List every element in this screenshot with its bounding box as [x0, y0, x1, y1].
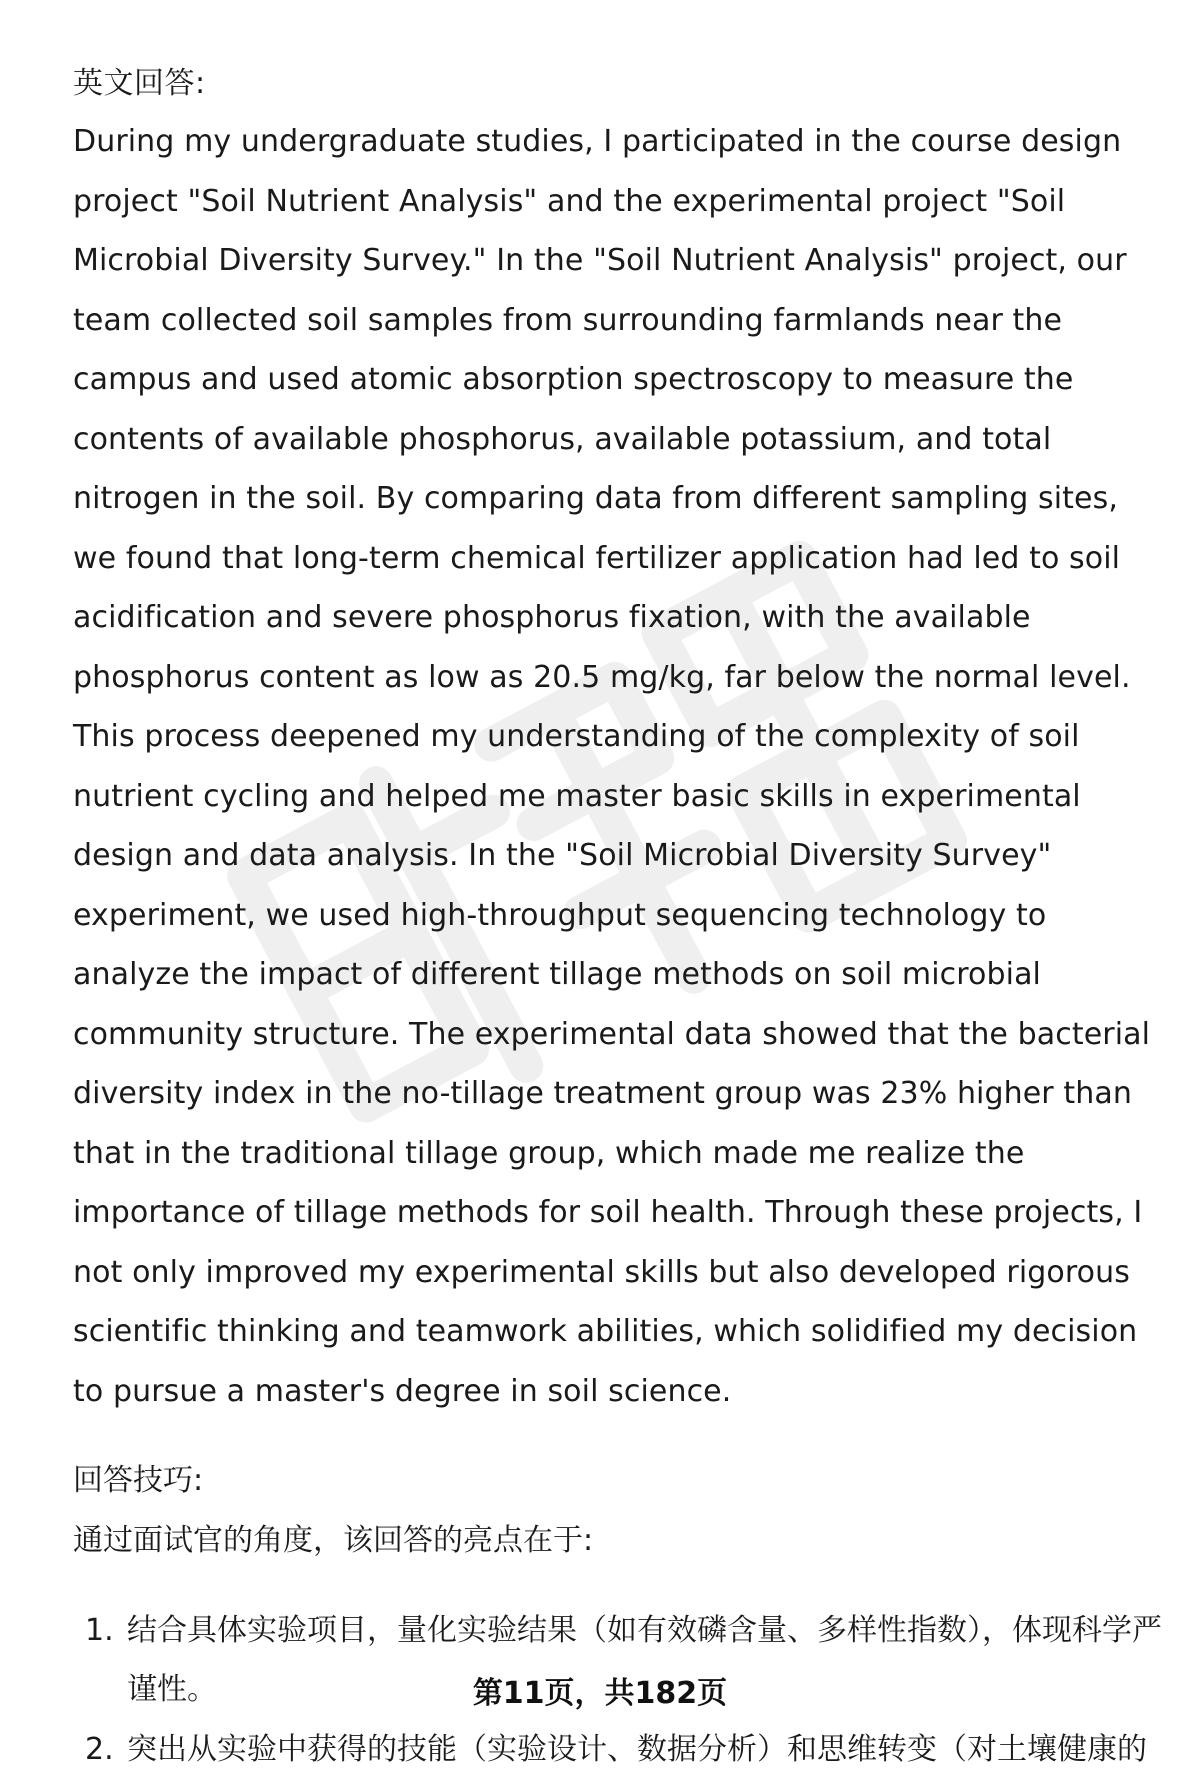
tips-intro: 通过面试官的角度，该回答的亮点在于:: [73, 1523, 594, 1558]
content: [73, 62, 1163, 1780]
list-item-text: 突出从实验中获得的技能（实验设计、数据分析）和思维转变（对土壤健康的: [127, 1732, 1147, 1767]
list-item: [73, 1720, 1163, 1779]
list-item-text: 结合具体实验项目，量化实验结果（如有效磷含量、多样性指数），体现科学严谨性。: [127, 1613, 1162, 1707]
page-number-footer: 第11页，共182页: [472, 1676, 728, 1711]
list-number: 1.: [85, 1613, 114, 1648]
list-number: 2.: [85, 1732, 114, 1767]
answer-heading: 英文回答:: [73, 66, 206, 101]
tips-heading: 回答技巧:: [73, 1463, 204, 1498]
answer-paragraph: During my undergraduate studies, I participated in the course design project "Soil Nutrient Analysis" and the experimental project "Soil Microbial Diversity Survey." In the "Soil Nutrient Analysis" project, our team collected soil samples from surrounding farmlands near the campus and used atomic absorption spectroscopy to measure the contents of available phosphorus, available potassium, and total nitrogen in the soil. By comparing data from different sampling sites, we found that long-term chemical fertilizer application had led to soil acidification and severe phosphorus fixation, with the available phosphorus content as low as 20.5 mg/kg, far below the normal level. This process deepened my understanding of the complexity of soil nutrient cycling and helped me master basic skills in experimental design and data analysis. In the "Soil Microbial Diversity Survey" experiment, we used high-throughput sequencing technology to analyze the impact of different tillage methods on soil microbial community structure. The experimental data showed that the bacterial diversity index in the no-tillage treatment group was 23% higher than that in the traditional tillage group, which made me realize the importance of tillage methods for soil health. Through these projects, I not only improved my experimental skills but also developed rigorous scientific thinking and teamwork abilities, which solidified my decision to pursue a master's degree in soil science.: [73, 124, 1151, 1409]
